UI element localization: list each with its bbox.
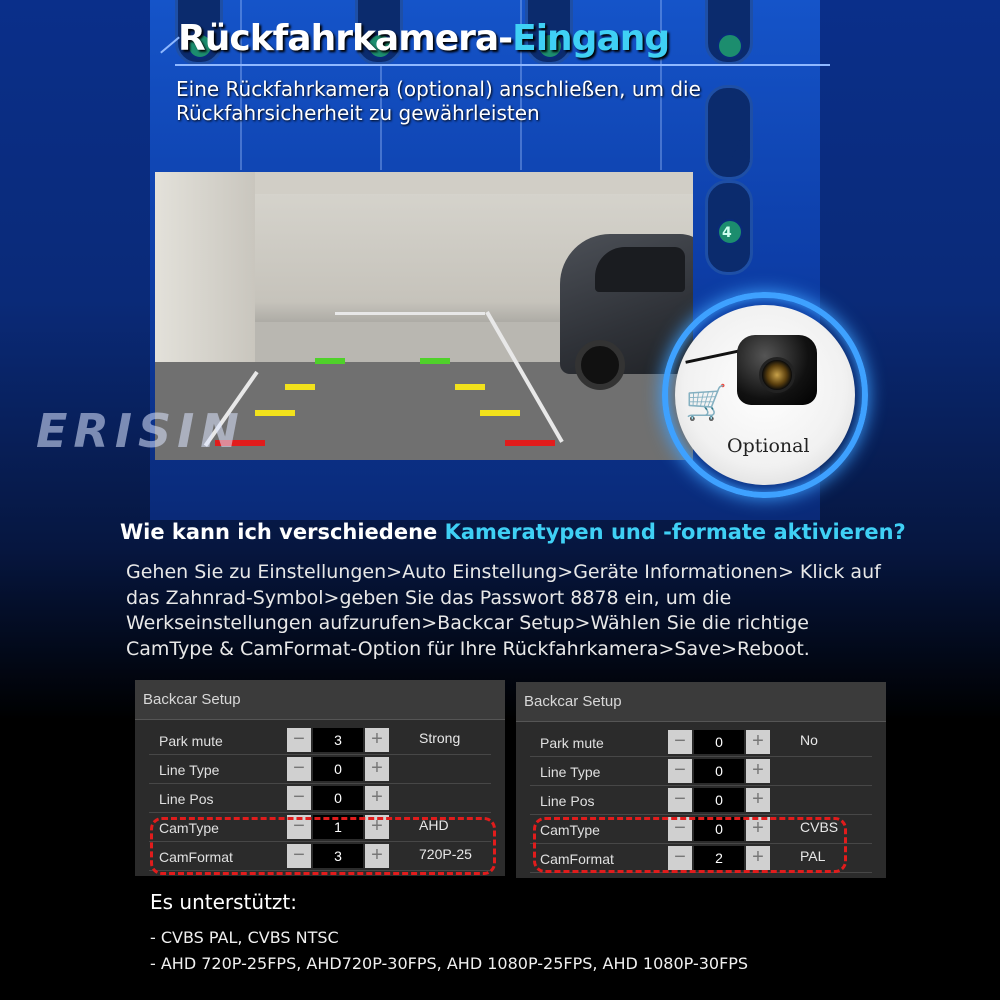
setting-value: 0 (313, 757, 363, 781)
increment-button[interactable]: + (365, 786, 389, 810)
setting-option: CVBS (800, 819, 839, 835)
increment-button[interactable]: + (746, 759, 770, 783)
question-cyan-part: Kameratypen und -formate aktivieren? (444, 520, 906, 544)
highlight-box (150, 817, 496, 875)
highlight-box (533, 817, 847, 873)
increment-button[interactable]: + (746, 730, 770, 754)
setting-value: 2 (694, 846, 744, 870)
setting-row-line-pos (149, 784, 491, 813)
setting-option: 720P-25 (419, 846, 472, 862)
question-white-part: Wie kann ich verschiedene (120, 520, 445, 544)
decrement-button[interactable]: − (287, 815, 311, 839)
increment-button[interactable]: + (746, 846, 770, 870)
decrement-button[interactable]: − (287, 728, 311, 752)
moving-car-icon (705, 180, 753, 275)
increment-button[interactable]: + (365, 844, 389, 868)
page-subtitle: Eine Rückfahrkamera (optional) anschließen, um die Rückfahrsicherheit zu gewährleisten (176, 77, 701, 125)
setting-label: Line Pos (540, 793, 595, 809)
arrow-up-icon (730, 140, 750, 162)
panel-title: Backcar Setup (135, 680, 505, 720)
title-underline (175, 64, 830, 66)
question-heading (120, 520, 906, 544)
setting-row-line-type (149, 755, 491, 784)
shopping-cart-icon: 🛒 (685, 383, 728, 423)
setting-value: 0 (694, 759, 744, 783)
setting-value: 0 (313, 786, 363, 810)
lot-number: 4 (722, 225, 732, 241)
decrement-button[interactable]: − (668, 759, 692, 783)
setting-option: Strong (419, 730, 461, 746)
decrement-button[interactable]: − (287, 844, 311, 868)
setting-value: 0 (694, 817, 744, 841)
supports-heading: Es unterstützt: (150, 890, 297, 914)
increment-button[interactable]: + (365, 815, 389, 839)
setting-label: CamFormat (159, 849, 233, 865)
optional-label: Optional (727, 435, 810, 457)
increment-button[interactable]: + (746, 788, 770, 812)
setting-value: 0 (694, 788, 744, 812)
parked-car-icon (705, 0, 753, 65)
setting-label: Line Type (540, 764, 601, 780)
instructions-text: Gehen Sie zu Einstellungen>Auto Einstellung>Geräte Informationen> Klick auf das Zahnrad-Symbol>geben Sie das Passwort 8878 ein, um die Werkseinstellungen aufzurufen>Backcar Setup>Wählen Sie die richtige CamType & CamFormat-Option für Ihre Rückfahrkamera>Save>Reboot. (126, 561, 881, 660)
setting-value: 3 (313, 728, 363, 752)
panel-title: Backcar Setup (516, 682, 886, 722)
setting-value: 1 (313, 815, 363, 839)
support-item: - AHD 720P-25FPS, AHD720P-30FPS, AHD 1080P-25FPS, AHD 1080P-30FPS (150, 954, 749, 973)
setting-option: PAL (800, 848, 826, 864)
support-item: - CVBS PAL, CVBS NTSC (150, 928, 339, 947)
decrement-button[interactable]: − (668, 730, 692, 754)
decrement-button[interactable]: − (287, 757, 311, 781)
title-white-part: Rückfahrkamera- (178, 18, 513, 59)
setting-label: Line Type (159, 762, 220, 778)
decrement-button[interactable]: − (287, 786, 311, 810)
setting-label: CamType (159, 820, 219, 836)
setting-label: Park mute (159, 733, 223, 749)
optional-camera-badge (675, 305, 855, 485)
increment-button[interactable]: + (365, 757, 389, 781)
setting-row-park-mute (149, 726, 491, 755)
setting-option: No (800, 732, 818, 748)
setting-row-park-mute (530, 728, 872, 757)
setting-label: Park mute (540, 735, 604, 751)
increment-button[interactable]: + (746, 817, 770, 841)
decrement-button[interactable]: − (668, 788, 692, 812)
decrement-button[interactable]: − (668, 846, 692, 870)
increment-button[interactable]: + (365, 728, 389, 752)
setting-value: 3 (313, 844, 363, 868)
setting-label: CamFormat (540, 851, 614, 867)
setting-value: 0 (694, 730, 744, 754)
decrement-button[interactable]: − (668, 817, 692, 841)
setting-row-line-type (530, 757, 872, 786)
setting-option: AHD (419, 817, 449, 833)
page-title (178, 18, 669, 59)
setting-label: CamType (540, 822, 600, 838)
setting-label: Line Pos (159, 791, 214, 807)
setting-row-line-pos (530, 786, 872, 815)
brand-watermark: ERISIN (36, 404, 245, 458)
camera-icon (737, 335, 817, 405)
title-cyan-part: Eingang (512, 18, 670, 59)
